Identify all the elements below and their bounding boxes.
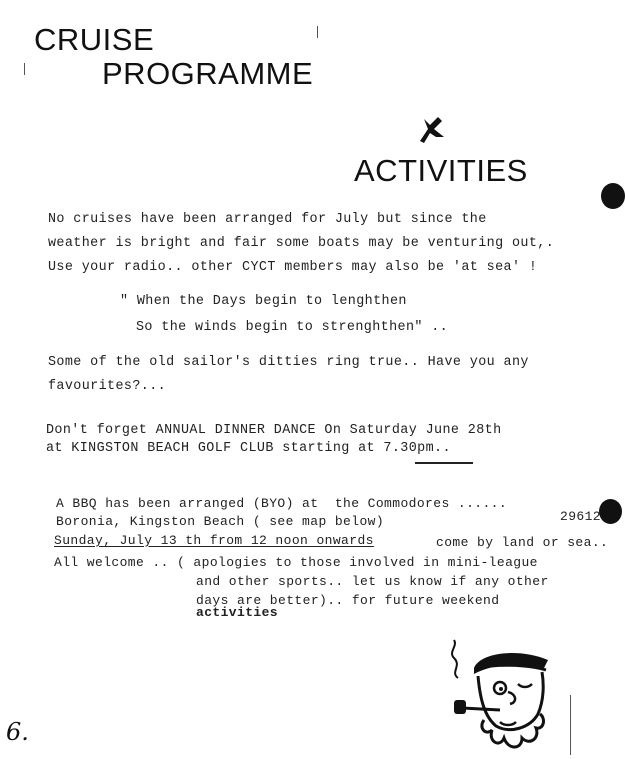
intro-line-1: No cruises have been arranged for July but since the [48,212,487,227]
ditties-line-2: favourites?... [48,379,167,394]
bbq-line-1: A BBQ has been arranged (BYO) at the Commodores ...... [56,496,508,511]
dinner-line-2: at KINGSTON BEACH GOLF CLUB starting at 7.30pm.. [46,441,451,456]
intro-line-3: Use your radio.. other CYCT members may also be 'at sea' ! [48,260,538,275]
quote-line-1: " When the Days begin to lenghthen [120,294,407,309]
time-underline [415,462,473,464]
bird-icon [416,115,448,145]
bbq-line-2: Boronia, Kingston Beach ( see map below) [56,514,385,529]
bbq-phone: 29612 [560,509,602,524]
stray-mark [24,63,25,75]
bbq-welcome-4: activities [196,605,279,620]
page-number: 6. [6,718,29,746]
stray-mark [317,26,318,38]
punch-hole-top [601,183,625,209]
heading-activities: ACTIVITIES [354,153,528,188]
bbq-welcome-3: days are better).. for future weekend [196,593,500,608]
bbq-welcome-1: All welcome .. ( apologies to those involved in mini-league [54,555,538,570]
punch-hole-middle [599,499,622,524]
heading-cruise: CRUISE [34,22,155,57]
bbq-date: Sunday, July 13 th from 12 noon onwards [54,533,374,548]
intro-line-2: weather is bright and fair some boats may be venturing out,. [48,236,555,251]
bbq-date-suffix: come by land or sea.. [436,535,609,550]
ditties-line-1: Some of the old sailor's ditties ring true.. Have you any [48,355,529,370]
sailor-cartoon-icon [440,638,560,756]
dinner-line-1: Don't forget ANNUAL DINNER DANCE On Saturday June 28th [46,423,502,438]
quote-line-2: So the winds begin to strenghthen" .. [136,320,449,335]
bbq-welcome-2: and other sports.. let us know if any other [196,574,549,589]
heading-programme: PROGRAMME [102,56,314,91]
stray-mark [570,695,571,755]
